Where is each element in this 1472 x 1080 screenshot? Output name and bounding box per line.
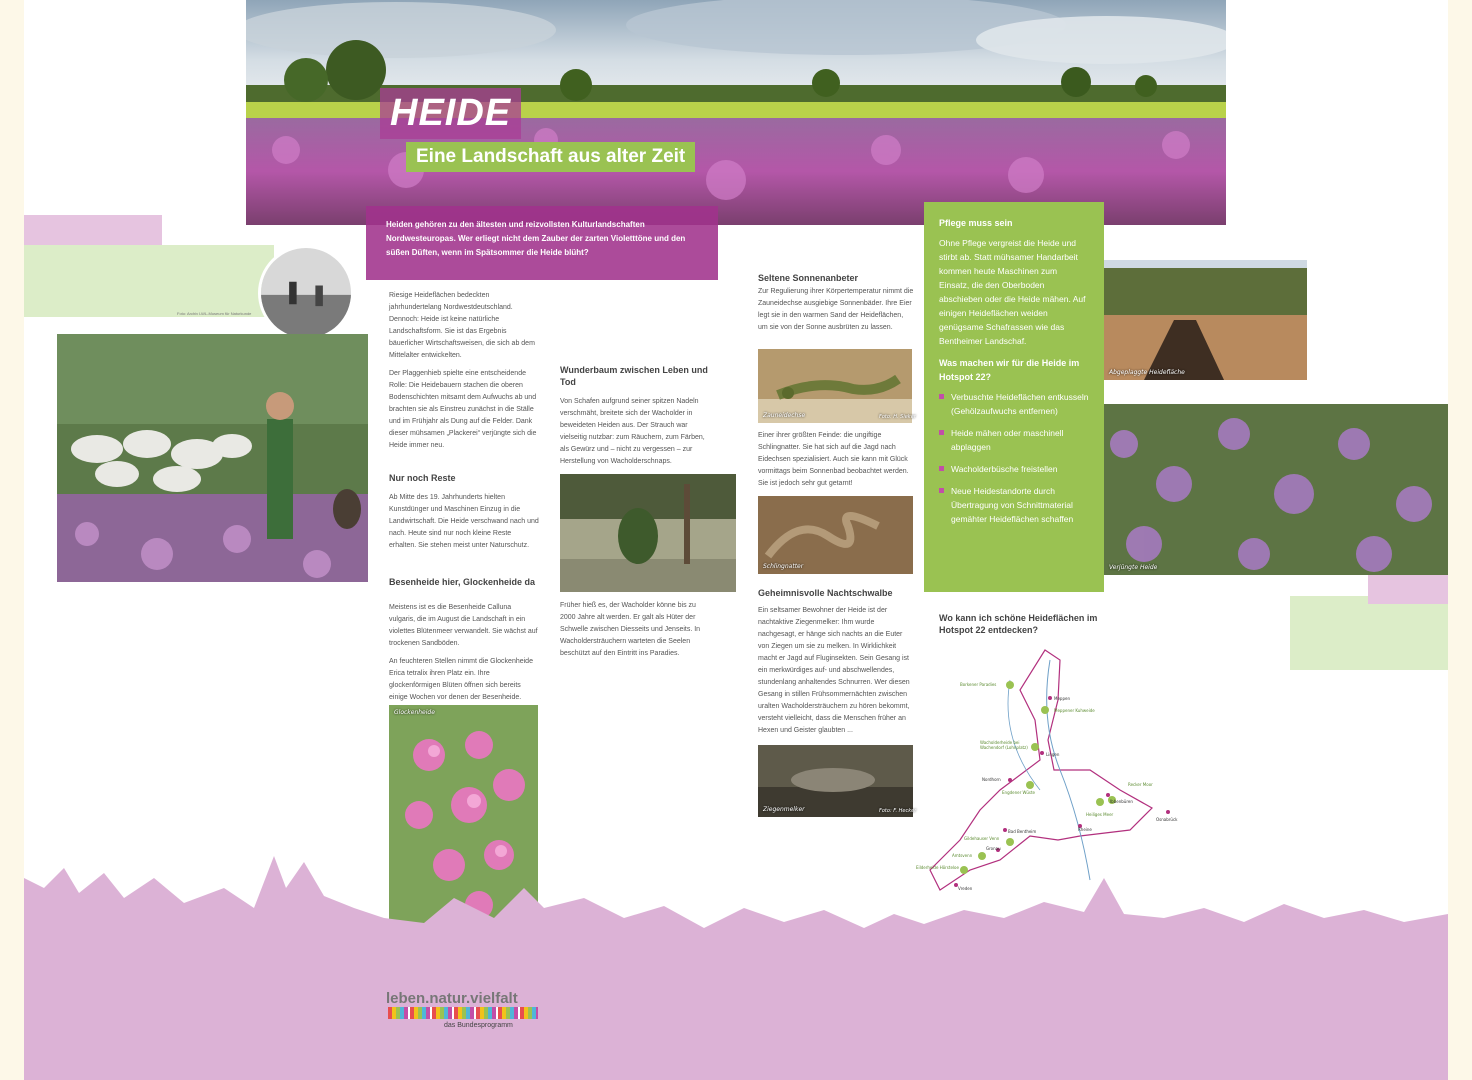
page-title: HEIDE	[380, 88, 521, 139]
text-ziegenmelker: Ein seltsamer Bewohner der Heide ist der nachtaktive Ziegenmelker: Ihm wurde nachgesagt, er hänge sich nachts an die Euter von Ziegen um sie zu melken. In Wirklichkeit macht er Jagd auf Fluginsekten. Sein Gesang ist ein merkwürdiges auf- und abschwellendes, stundenlang anhaltendes Schnurren. Wer diesen Gesang in stillen Frühsommernächten zwischen uralten Wacholdersträuchern zu hören bekommt, versteht vielleicht, dass die Menschen früher an Hexen und Geister glaubten ...	[758, 607, 910, 734]
abgeplaggt-photo	[1104, 260, 1307, 380]
text-history: Riesige Heideflächen bedeckten jahrhundertelang Nordwestdeutschland. Dennoch: Heide ist keine natürliche Landschaftsform. Sie ist das Ergebnis bäuerlicher Wirtschaftsweisen, die sich ab dem Mittelalter entwickelten.	[389, 292, 535, 359]
map-site-label: Borkener Paradies	[960, 682, 997, 687]
juniper-photo	[560, 474, 736, 592]
list-item: Verbuschte Heideflächen entkusseln (Gehölzaufwuchs entfernen)	[939, 390, 1089, 418]
heading-reste: Nur noch Reste	[389, 473, 456, 483]
caption-glockenheide: Glockenheide	[394, 709, 435, 716]
map-site-label: Amtsvenn	[952, 853, 973, 858]
map-site-label: Meppener Kuhweide	[1054, 708, 1095, 713]
caption-abgeplaggt: Abgeplaggte Heidefläche	[1109, 369, 1185, 376]
list-item: Heide mähen oder maschinell abplaggen	[939, 426, 1089, 454]
map-site-label: Engdener Wüste	[1002, 790, 1035, 795]
map-town-label: Vreden	[958, 886, 973, 891]
verjuengte-heide-photo	[1104, 404, 1448, 575]
map-title: Wo kann ich schöne Heideflächen im Hotspot 22 entdecken?	[939, 613, 1098, 635]
text-pflege: Ohne Pflege vergreist die Heide und stirbt ab. Statt mühsamer Handarbeit kommen heute Maschinen zum Einsatz, die den Oberboden abschieben oder die Heide mähen. Auf einigen Heideflächen weiden genügsame Schafrassen wie das Bentheimer Landschaf.	[939, 238, 1086, 346]
intro-box: Heiden gehören zu den ältesten und reizvollsten Kulturlandschaften Nordwesteuropas. Wer erliegt nicht dem Zauber der zarten Violetttöne und den süßen Düften, wenn im Spätsommer die Heide blüht?	[366, 206, 718, 280]
map-town-label: Lingen	[1046, 752, 1060, 757]
map-site-label: Recker Moor	[1128, 782, 1153, 787]
column-schlingnatter	[758, 430, 914, 496]
logo-stripes	[388, 1007, 538, 1019]
heading-pflege: Pflege muss sein	[939, 218, 1013, 228]
map-town-label: Ibbenbüren	[1110, 799, 1133, 804]
column-history	[389, 290, 539, 710]
deco-green-block-left	[24, 245, 274, 317]
map-site-label: Heiliges Meer	[1086, 812, 1114, 817]
caption-schlingnatter: Schlingnatter	[763, 563, 804, 570]
poster	[24, 0, 1448, 1080]
credit-ziegenmelker: Foto: F. Hecker	[879, 808, 917, 814]
photo-credit: Foto: Archiv LWL-Museum für Naturkunde	[177, 311, 252, 316]
map-site-label: Eilderheide Hörsteloe	[916, 865, 959, 870]
text-wacholder-1: Von Schafen aufgrund seiner spitzen Nadeln verschmäht, breitete sich der Wacholder in beweideten Heiden aus. Der Strauch war vielseitig nutzbar: zum Räuchern, zum Färben, als Gewürz und – nicht zu vergessen – zur Herstellung von Wacholderschnaps.	[560, 398, 705, 465]
column-wacholder	[560, 364, 710, 474]
map-site-label: Wacholderheide bei Wachendorf (Lohnplatz)	[980, 740, 1028, 750]
column-sonnenanbeter	[758, 272, 914, 340]
column-wacholder-2	[560, 600, 710, 666]
historic-plaggen-photo	[258, 245, 354, 341]
logo-subtitle: das Bundesprogramm	[444, 1022, 513, 1029]
heading-nachtschwalbe: Geheimnisvolle Nachtschwalbe	[758, 588, 893, 598]
text-plaggenhieb: Der Plaggenhieb spielte eine entscheidende Rolle: Die Heidebauern stachen die oberen Bodenschichten mitsamt dem Aufwuchs ab und brachten sie als Einstreu zunächst in die Ställe und im Frühjahr als Dung auf die Felder. Dank dieser mühsamen „Plackerei“ verjüngte sich die Heide immer neu.	[389, 370, 537, 449]
shepherd-sheep-photo	[57, 334, 368, 582]
heading-hotspot: Was machen wir für die Heide im Hotspot 22?	[939, 358, 1080, 382]
map-town-label: Osnabrück	[1156, 817, 1178, 822]
heading-besenheide: Besenheide hier, Glockenheide da	[389, 577, 536, 587]
page-subtitle: Eine Landschaft aus alter Zeit	[406, 142, 695, 172]
logo-wordmark: leben.natur.vielfalt	[386, 990, 518, 1007]
text-reste: Ab Mitte des 19. Jahrhunderts hielten Kunstdünger und Maschinen Einzug in die Landwirtschaft. Die Heide verschwand nach und nach. Heute sind nur noch kleine Reste erhalten. Sie stehen meist unter Naturschutz.	[389, 494, 539, 549]
map-town-label: Bad Bentheim	[1008, 829, 1037, 834]
caption-zauneidechse: Zauneidechse	[763, 412, 806, 419]
text-zauneidechse: Zur Regulierung ihrer Körpertemperatur nimmt die Zauneidechse ausgiebige Sonnenbäder. Ihre Eier legt sie in den warmen Sand der Heideflächen, um sie von der Sonne ausbrüten zu lassen.	[758, 288, 914, 331]
map-town-label: Rheine	[1078, 827, 1092, 832]
deco-green-block-right	[1290, 596, 1448, 670]
map-town-label: Meppen	[1054, 696, 1070, 701]
caption-verjuengt: Verjüngte Heide	[1109, 564, 1158, 571]
pflege-box	[924, 202, 1104, 592]
heading-wunderbaum: Wunderbaum zwischen Leben und Tod	[560, 365, 708, 387]
map-site-label: Gildehauser Venn	[964, 836, 1000, 841]
credit-zauneidechse: Foto: H. Sieker	[879, 414, 916, 420]
map-town-label: Nordhorn	[982, 777, 1001, 782]
text-wacholder-2: Früher hieß es, der Wacholder könne bis zu 2000 Jahre alt werden. Er galt als Hüter der Schwelle zwischen Diesseits und Jenseits. In Wacholdersträuchern warteten die Seelen beschützt auf den Eintritt ins Paradies.	[560, 602, 701, 657]
text-glockenheide: An feuchteren Stellen nimmt die Glockenheide Erica tetralix ihren Platz ein. Ihre glockenförmigen Blüten öffnen sich bereits einige Wochen vor denen der Besenheide.	[389, 658, 533, 701]
map-town-label: Gronau	[986, 846, 1001, 851]
heading-sonnenanbeter: Seltene Sonnenanbeter	[758, 273, 859, 283]
list-item: Neue Heidestandorte durch Übertragung von Schnittmaterial gemähter Heideflächen schaffen	[939, 484, 1089, 526]
heath-silhouette	[24, 848, 1448, 1080]
text-schlingnatter: Einer ihrer größten Feinde: die ungiftige Schlingnatter. Sie hat sich auf die Jagd nach Eidechsen spezialisiert. Auch sie kann mit Glück vormittags beim Sonnenbad beobachtet werden. Sie ist jedoch sehr gut getarnt!	[758, 432, 909, 487]
list-item: Wacholderbüsche freistellen	[939, 462, 1089, 476]
pflege-list	[939, 390, 1089, 526]
caption-ziegenmelker: Ziegenmelker	[763, 806, 805, 813]
text-besenheide: Meistens ist es die Besenheide Calluna vulgaris, die im August die Landschaft in ein violettes Blütenmeer verwandelt. Sie wächst auf trockenen Sandböden.	[389, 604, 538, 647]
